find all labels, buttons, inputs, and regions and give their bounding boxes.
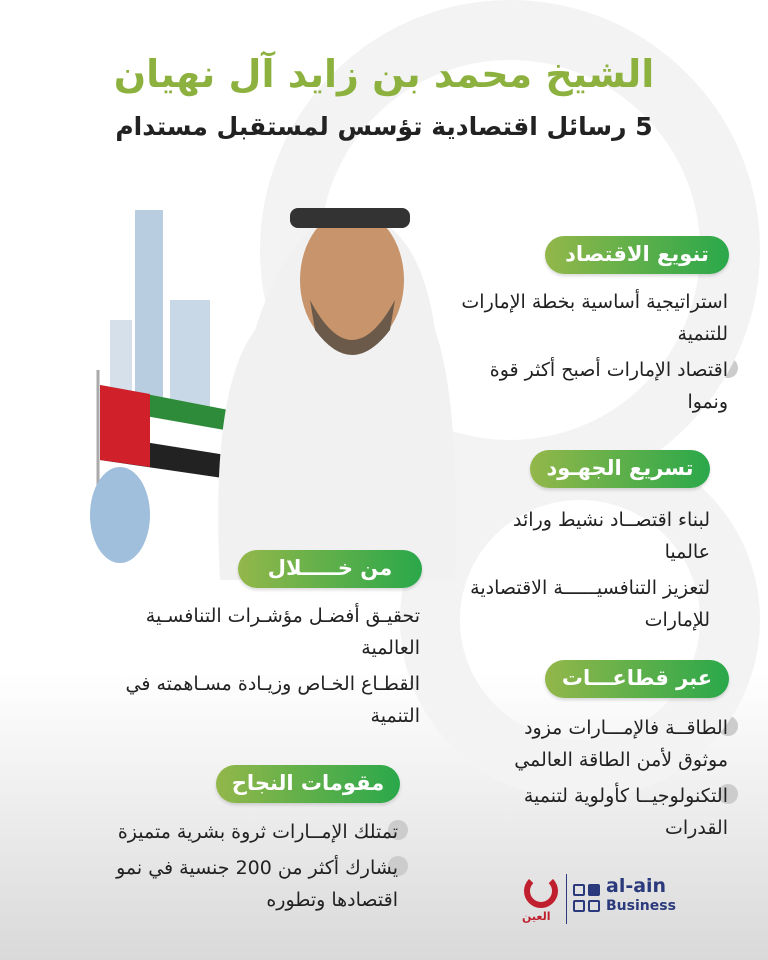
list-item: القطـاع الخـاص وزيـادة مسـاهمته في التنمية — [92, 668, 422, 732]
facebook-icon[interactable] — [588, 900, 600, 912]
list-item: لبناء اقتصــاد نشيط ورائد عالميا — [462, 504, 712, 568]
instagram-icon[interactable] — [573, 884, 585, 896]
brand-line1: al-ain — [606, 875, 667, 897]
section-title-diversify: تنويع الاقتصاد — [545, 236, 729, 274]
twitter-icon[interactable] — [573, 900, 585, 912]
al-ain-business-logo — [520, 872, 680, 928]
list-item: الطاقــة فالإمـــارات مزود موثوق لأمن الطاقة العالمي — [470, 712, 730, 776]
section-list-through — [92, 600, 422, 736]
list-item: التكنولوجيــا كأولوية لتنمية القدرات — [470, 780, 730, 844]
list-item: اقتصاد الإمارات أصبح أكثر قوة ونموا — [460, 354, 730, 418]
section-title-sectors: عبر قطاعـــات — [545, 660, 729, 698]
tower — [135, 210, 163, 410]
logo-divider — [566, 874, 567, 924]
aldar-building — [90, 467, 150, 563]
youtube-icon[interactable] — [588, 884, 600, 896]
list-item: تحقيـق أفضـل مؤشـرات التنافسـية العالمية — [92, 600, 422, 664]
list-item: تمتلك الإمــارات ثروة بشرية متميزة — [70, 816, 400, 848]
section-list-success — [70, 816, 400, 920]
page-title: الشيخ محمد بن زايد آل نهيان — [113, 52, 655, 96]
list-item: لتعزيز التنافسيــــــة الاقتصادية للإمارات — [462, 572, 712, 636]
list-item: يشارك أكثر من 200 جنسية في نمو اقتصادها وتطوره — [70, 852, 400, 916]
agal — [290, 208, 410, 228]
al-ain-emblem-icon — [524, 874, 558, 908]
brand-arabic: العين — [522, 910, 551, 923]
leader-photo-with-skyline-and-flag — [40, 180, 460, 580]
section-title-success: مقومات النجاح — [216, 765, 400, 803]
brand-line2: Business — [606, 898, 676, 914]
section-list-sectors — [470, 712, 730, 848]
section-list-diversify — [460, 286, 730, 422]
list-item: استراتيجية أساسية بخطة الإمارات للتنمية — [460, 286, 730, 350]
section-title-through: من خـــــلال — [238, 550, 422, 588]
section-list-accelerate — [462, 504, 712, 640]
flag-red-band — [100, 385, 150, 467]
page-subtitle: 5 رسائل اقتصادية تؤسس لمستقبل مستدام — [115, 112, 653, 141]
section-title-accelerate: تسريع الجهـود — [530, 450, 710, 488]
